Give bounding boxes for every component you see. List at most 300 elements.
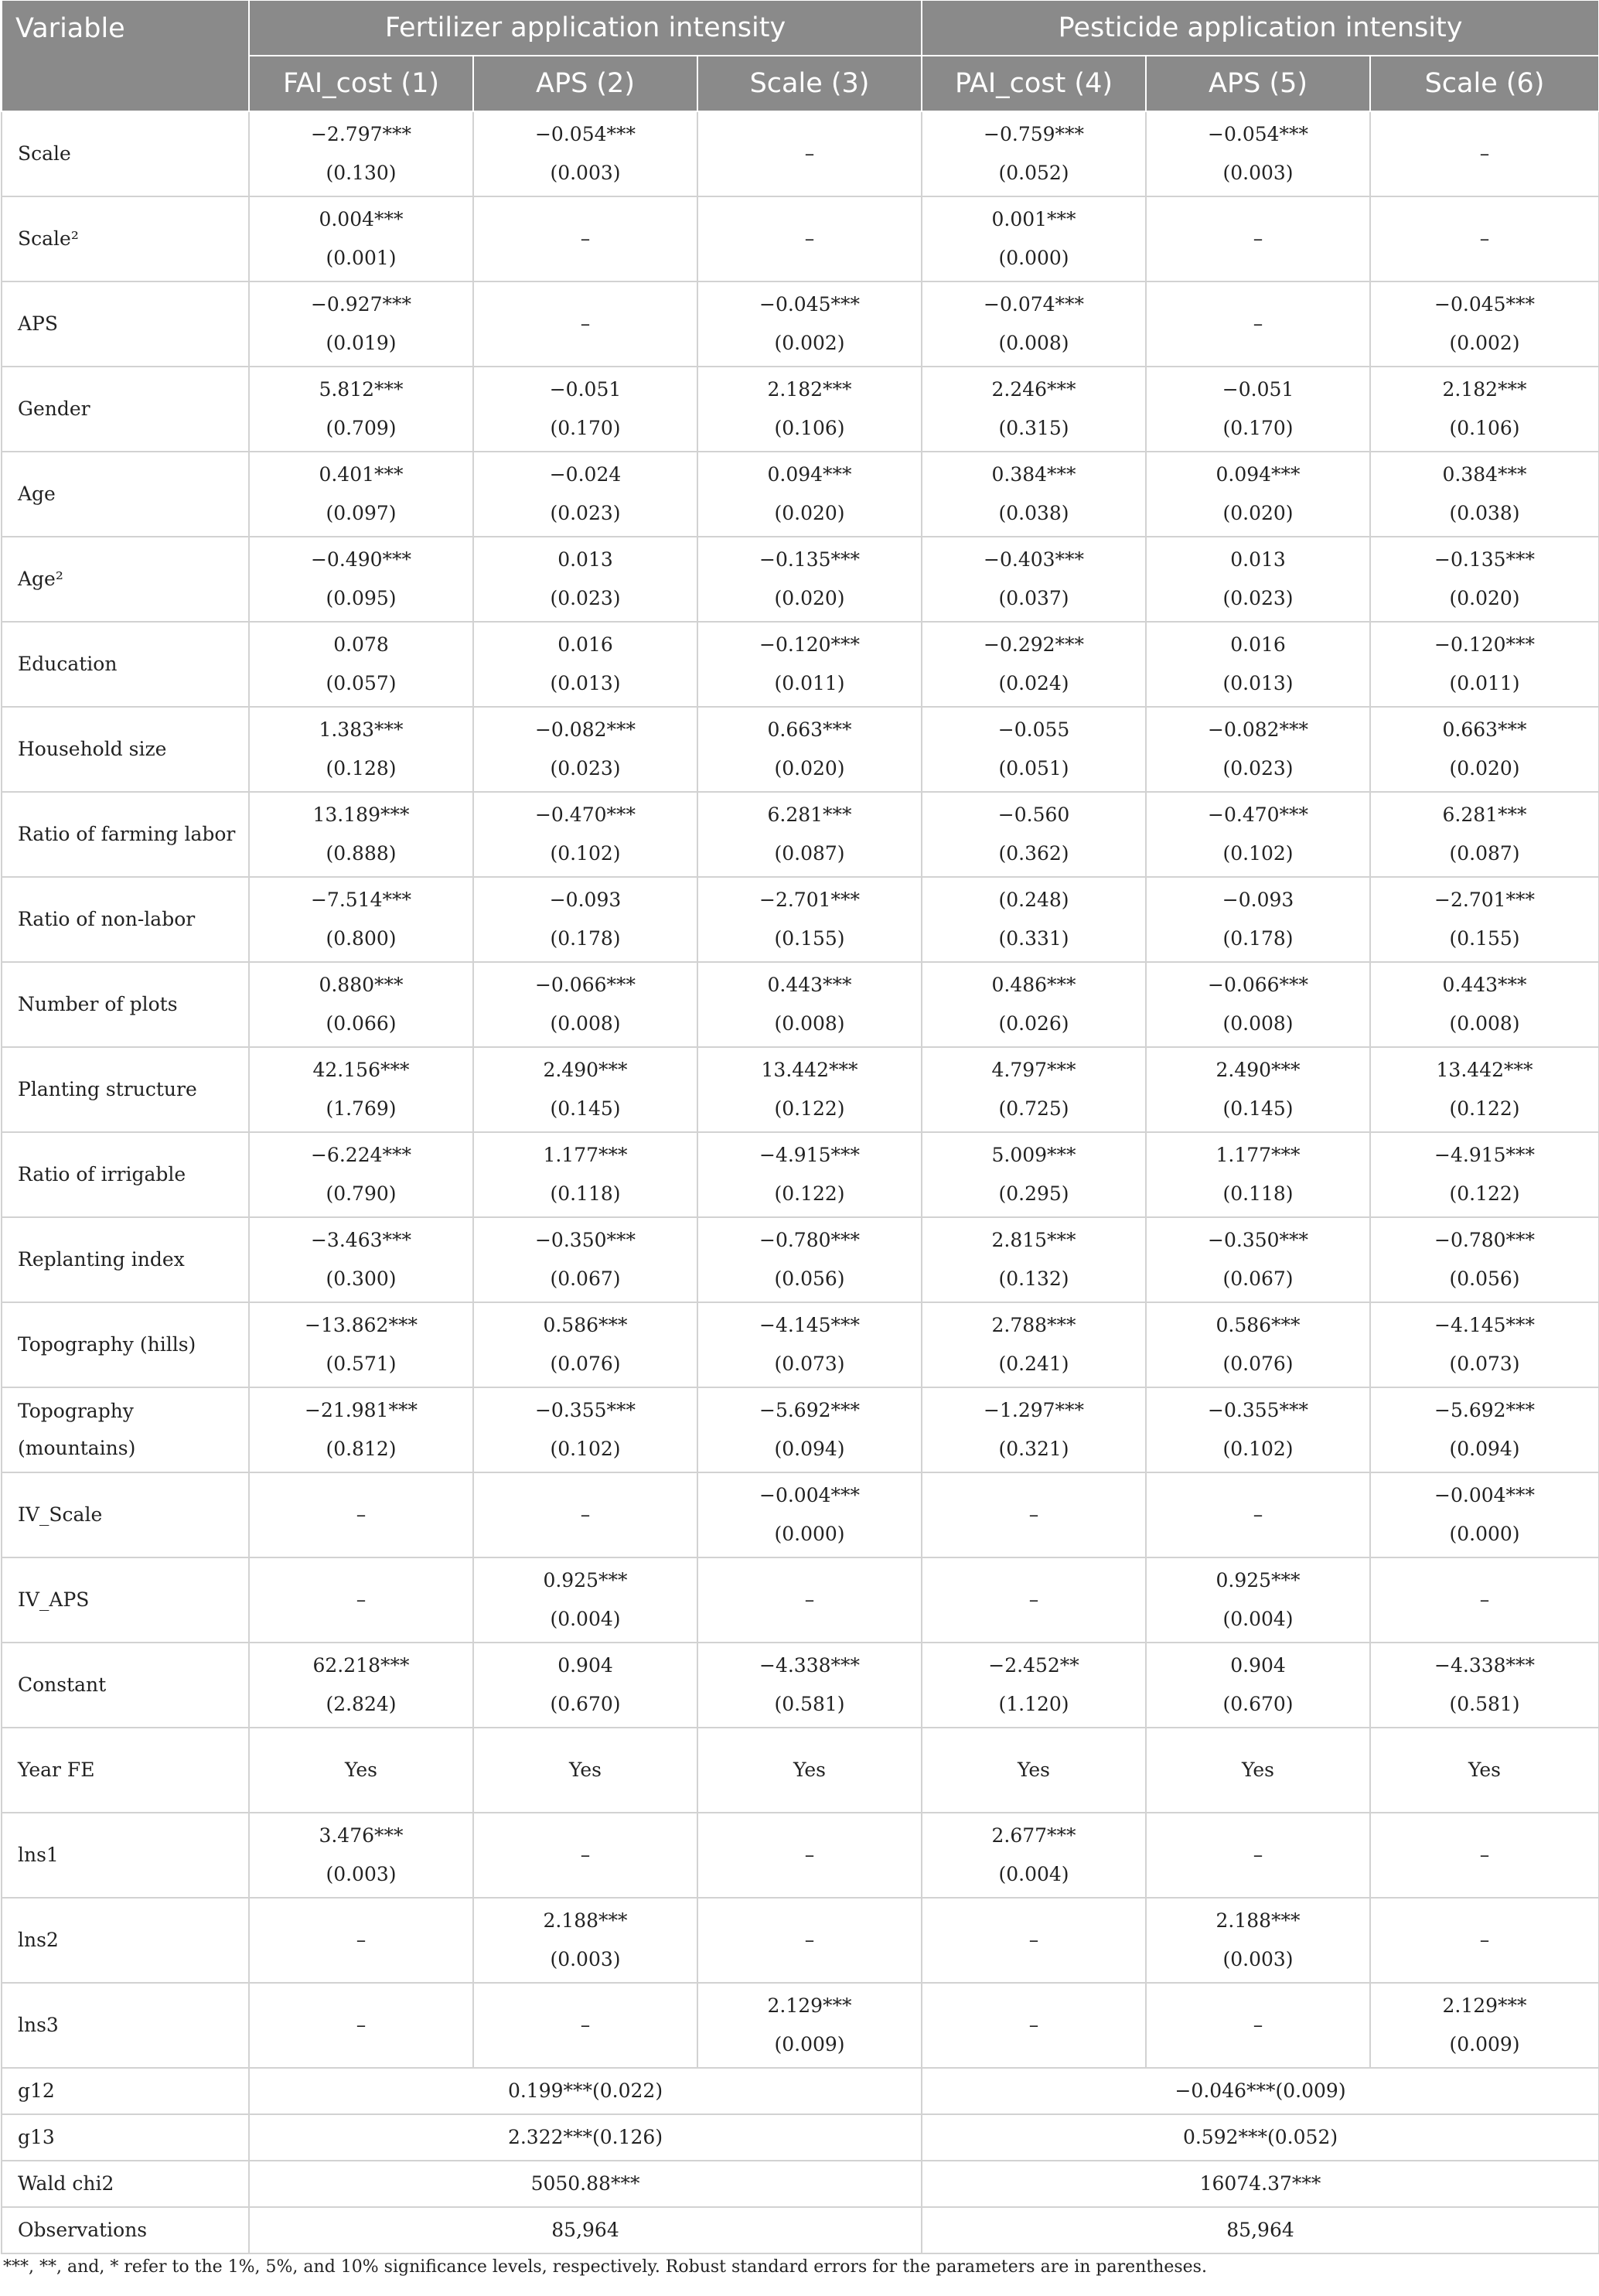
table-cell: [249, 452, 473, 537]
standard-error-value: (0.020): [1222, 502, 1294, 524]
coefficient-value: −2.452**: [988, 1654, 1079, 1677]
standard-error-value: (0.073): [774, 1353, 845, 1375]
coefficient-value: –: [1028, 1503, 1039, 1526]
table-row: [2, 1387, 1599, 1472]
coefficient-value: –: [356, 1588, 367, 1611]
table-cell: [697, 1217, 922, 1302]
row-label: [2, 1898, 249, 1983]
coefficient-value: −4.145***: [1434, 1314, 1536, 1336]
table-cell: [1370, 1813, 1599, 1898]
coefficient-value: −7.514***: [310, 889, 412, 911]
table-cell: [1370, 452, 1599, 537]
row-label-text: Ratio of irrigable: [18, 1163, 186, 1186]
standard-error-value: (0.002): [1449, 332, 1520, 354]
table-cell: [249, 1643, 473, 1728]
standard-error-value: (0.122): [774, 1182, 845, 1205]
coefficient-value: 1.177***: [1215, 1144, 1301, 1166]
coefficient-value: 0.016: [1230, 633, 1286, 656]
coefficient-value: –: [580, 2014, 591, 2036]
coefficient-value: −4.915***: [1434, 1144, 1536, 1166]
coefficient-value: 2.815***: [991, 1229, 1076, 1251]
table-cell: [249, 1557, 473, 1643]
row-label: [2, 1302, 249, 1387]
coefficient-value: –: [1479, 142, 1490, 165]
table-cell: [473, 537, 697, 622]
table-cell: [1370, 1302, 1599, 1387]
coefficient-value: –: [1253, 312, 1263, 335]
standard-error-value: (0.008): [998, 332, 1069, 354]
row-label: [2, 196, 249, 281]
standard-error-value: (0.122): [774, 1097, 845, 1120]
table-cell: [697, 1813, 922, 1898]
table-cell: [1146, 707, 1370, 792]
table-cell: [1370, 1217, 1599, 1302]
coefficient-value: −0.780***: [759, 1229, 861, 1251]
table-cell: [1146, 962, 1370, 1047]
table-cell: [249, 1472, 473, 1557]
table-row: [2, 281, 1599, 367]
standard-error-value: (0.008): [1449, 1012, 1520, 1035]
standard-error-value: (0.118): [550, 1182, 621, 1205]
standard-error-value: (0.102): [550, 842, 621, 865]
standard-error-value: (0.812): [326, 1438, 397, 1460]
row-label-text: Topography (hills): [18, 1333, 196, 1356]
row-label-text: Education: [18, 653, 118, 675]
table-cell: [697, 537, 922, 622]
table-cell: [697, 962, 922, 1047]
coefficient-value: 0.094***: [1215, 463, 1301, 486]
table-cell: [1146, 1983, 1370, 2068]
row-label-text: Age: [18, 483, 56, 505]
coefficient-value: 13.442***: [761, 1059, 858, 1081]
table-cell: [1370, 1728, 1599, 1813]
table-row: [2, 1217, 1599, 1302]
row-label: [2, 962, 249, 1047]
standard-error-value: (0.023): [1222, 587, 1294, 609]
row-label-text: Number of plots: [18, 993, 178, 1015]
coefficient-value: 1.177***: [543, 1144, 628, 1166]
table-cell: [473, 281, 697, 367]
column-header-pai-cost: PAI_cost (4): [922, 56, 1146, 111]
table-cell: [473, 1217, 697, 1302]
standard-error-value: (0.097): [326, 502, 397, 524]
standard-error-value: (0.011): [1449, 672, 1520, 694]
coefficient-value: –: [1253, 1844, 1263, 1866]
table-cell: [922, 367, 1146, 452]
standard-error-value: (0.004): [998, 1863, 1069, 1885]
table-cell: [697, 1387, 922, 1472]
table-cell: [473, 1898, 697, 1983]
table-cell: [922, 196, 1146, 281]
coefficient-value: –: [580, 1503, 591, 1526]
table-row: [2, 1132, 1599, 1217]
table-cell: [249, 537, 473, 622]
table-cell: [697, 111, 922, 196]
standard-error-value: (0.128): [326, 757, 397, 780]
table-row: [2, 1728, 1599, 1813]
standard-error-value: (0.581): [774, 1693, 845, 1715]
row-label: [2, 1217, 249, 1302]
coefficient-value: 5.812***: [319, 378, 404, 401]
table-cell: [249, 1047, 473, 1132]
coefficient-value: −0.024: [549, 463, 622, 486]
standard-error-value: (0.094): [774, 1438, 845, 1460]
standard-error-value: (0.076): [550, 1353, 621, 1375]
table-cell: [697, 1472, 922, 1557]
row-label: [2, 1132, 249, 1217]
row-label: g12: [2, 2068, 249, 2114]
table-cell: [922, 1728, 1146, 1813]
table-cell: [697, 1557, 922, 1643]
row-label-text: lns3: [18, 2014, 59, 2036]
table-cell: [697, 877, 922, 962]
table-cell: [1370, 281, 1599, 367]
coefficient-value: −2.797***: [310, 123, 412, 145]
coefficient-value: 2.677***: [991, 1824, 1076, 1847]
coefficient-value: 0.001***: [991, 208, 1076, 230]
coefficient-value: Yes: [345, 1759, 377, 1781]
coefficient-value: –: [1253, 227, 1263, 250]
coefficient-value: −5.692***: [1434, 1399, 1536, 1421]
coefficient-value: −0.470***: [1208, 803, 1309, 826]
coefficient-value: 6.281***: [767, 803, 852, 826]
table-cell: [473, 1728, 697, 1813]
standard-error-value: (0.020): [1449, 757, 1520, 780]
standard-error-value: (0.023): [550, 502, 621, 524]
standard-error-value: (0.004): [550, 1608, 621, 1630]
standard-error-value: (0.118): [1222, 1182, 1294, 1205]
coefficient-value: 0.586***: [1215, 1314, 1301, 1336]
coefficient-value: 0.925***: [543, 1569, 628, 1592]
coefficient-value: Yes: [569, 1759, 602, 1781]
standard-error-value: (0.023): [1222, 757, 1294, 780]
table-cell: [1370, 1643, 1599, 1728]
row-label: [2, 1047, 249, 1132]
row-label-text: lns1: [18, 1844, 59, 1866]
table-cell: [249, 111, 473, 196]
coefficient-value: −0.135***: [1434, 548, 1536, 571]
coefficient-value: 2.246***: [991, 378, 1076, 401]
table-cell: [249, 1983, 473, 2068]
coefficient-value: −4.338***: [1434, 1654, 1536, 1677]
standard-error-value: (0.362): [998, 842, 1069, 865]
table-cell: [922, 1047, 1146, 1132]
table-row: [2, 962, 1599, 1047]
table-cell: [922, 707, 1146, 792]
table-cell: [1370, 1387, 1599, 1472]
table-cell: [1146, 1728, 1370, 1813]
table-cell: [1370, 877, 1599, 962]
table-cell: [922, 1217, 1146, 1302]
table-cell: [1370, 1047, 1599, 1132]
table-cell: [473, 877, 697, 962]
coefficient-value: 0.904: [557, 1654, 613, 1677]
table-cell: [922, 1813, 1146, 1898]
coefficient-value: −1.297***: [984, 1399, 1085, 1421]
coefficient-value: −0.004***: [759, 1484, 861, 1506]
table-cell: [473, 1132, 697, 1217]
standard-error-value: (0.102): [550, 1438, 621, 1460]
coefficient-value: –: [1253, 2014, 1263, 2036]
standard-error-value: (0.003): [550, 1948, 621, 1970]
coefficient-value: 0.094***: [767, 463, 852, 486]
standard-error-value: (0.003): [1222, 162, 1294, 184]
table-cell: [1370, 792, 1599, 877]
standard-error-value: (0.003): [550, 162, 621, 184]
standard-error-value: (0.038): [998, 502, 1069, 524]
coefficient-value: –: [580, 312, 591, 335]
table-cell: [1370, 1983, 1599, 2068]
standard-error-value: (0.020): [1449, 587, 1520, 609]
pesticide-summary-cell: 16074.37***: [922, 2161, 1599, 2207]
standard-error-value: (0.003): [1222, 1948, 1294, 1970]
table-cell: [249, 1387, 473, 1472]
standard-error-value: (0.888): [326, 842, 397, 865]
table-row: [2, 452, 1599, 537]
standard-error-value: (0.000): [998, 247, 1069, 269]
coefficient-value: −4.338***: [759, 1654, 861, 1677]
row-label-text: Scale²: [18, 227, 79, 250]
table-cell: [473, 1047, 697, 1132]
coefficient-value: (0.248): [998, 889, 1069, 911]
row-label: [2, 1557, 249, 1643]
standard-error-value: (0.155): [1449, 927, 1520, 950]
table-cell: [1146, 1387, 1370, 1472]
standard-error-value: (0.073): [1449, 1353, 1520, 1375]
table-cell: [697, 622, 922, 707]
standard-error-value: (0.051): [998, 757, 1069, 780]
row-label-text: Constant: [18, 1673, 107, 1696]
table-cell: [1146, 1813, 1370, 1898]
coefficient-value: −0.082***: [1208, 718, 1309, 741]
fertilizer-summary-cell: 5050.88***: [249, 2161, 922, 2207]
table-cell: [697, 452, 922, 537]
coefficient-value: 4.797***: [991, 1059, 1076, 1081]
standard-error-value: (0.300): [326, 1267, 397, 1290]
coefficient-value: −0.292***: [984, 633, 1085, 656]
table-cell: [249, 792, 473, 877]
standard-error-value: (0.003): [326, 1863, 397, 1885]
table-cell: [697, 707, 922, 792]
table-cell: [1370, 1132, 1599, 1217]
row-label-text: Household size: [18, 738, 167, 760]
coefficient-value: −0.093: [1222, 889, 1294, 911]
table-cell: [922, 622, 1146, 707]
table-cell: [473, 196, 697, 281]
standard-error-value: (0.008): [1222, 1012, 1294, 1035]
row-label-text: Replanting index: [18, 1248, 185, 1271]
standard-error-value: (0.155): [774, 927, 845, 950]
coefficient-value: 6.281***: [1442, 803, 1527, 826]
coefficient-value: 0.013: [1230, 548, 1286, 571]
coefficient-value: 0.443***: [767, 974, 852, 996]
table-cell: [249, 1132, 473, 1217]
table-cell: [473, 111, 697, 196]
row-label: [2, 111, 249, 196]
coefficient-value: 2.490***: [1215, 1059, 1301, 1081]
standard-error-value: (0.057): [326, 672, 397, 694]
coefficient-value: –: [356, 1503, 367, 1526]
table-cell: [1146, 622, 1370, 707]
coefficient-value: −6.224***: [310, 1144, 412, 1166]
table-cell: [1146, 367, 1370, 452]
table-cell: [473, 792, 697, 877]
table-cell: [922, 1898, 1146, 1983]
row-label: [2, 1643, 249, 1728]
standard-error-value: (0.670): [1222, 1693, 1294, 1715]
coefficient-value: −0.490***: [310, 548, 412, 571]
standard-error-value: (0.000): [1449, 1523, 1520, 1545]
coefficient-value: −21.981***: [305, 1399, 418, 1421]
coefficient-value: −0.054***: [534, 123, 636, 145]
table-cell: [697, 1302, 922, 1387]
coefficient-value: Yes: [1468, 1759, 1502, 1781]
coefficient-value: –: [1479, 1588, 1490, 1611]
table-cell: [249, 196, 473, 281]
standard-error-value: (0.013): [1222, 672, 1294, 694]
table-cell: [697, 1643, 922, 1728]
standard-error-value: (0.800): [326, 927, 397, 950]
standard-error-value: (0.038): [1449, 502, 1520, 524]
coefficient-value: 2.788***: [991, 1314, 1076, 1336]
coefficient-value: 13.189***: [312, 803, 410, 826]
regression-table: [1, 1, 1599, 2254]
coefficient-value: –: [580, 227, 591, 250]
coefficient-value: −0.560: [997, 803, 1070, 826]
fertilizer-summary-cell: 2.322***(0.126): [249, 2114, 922, 2161]
fertilizer-summary-cell: 0.199***(0.022): [249, 2068, 922, 2114]
coefficient-value: −0.927***: [310, 293, 412, 316]
table-cell: [922, 792, 1146, 877]
table-cell: [249, 877, 473, 962]
standard-error-value: (0.023): [550, 757, 621, 780]
coefficient-value: −0.066***: [1208, 974, 1309, 996]
row-label: [2, 1728, 249, 1813]
standard-error-value: (1.120): [998, 1693, 1069, 1715]
coefficient-value: –: [1028, 1588, 1039, 1611]
table-cell: [922, 281, 1146, 367]
summary-row: [2, 2207, 1599, 2253]
table-cell: [1146, 111, 1370, 196]
table-cell: [697, 1047, 922, 1132]
table-cell: [922, 111, 1146, 196]
table-cell: [1146, 281, 1370, 367]
table-cell: [1370, 1472, 1599, 1557]
standard-error-value: (0.178): [1222, 927, 1294, 950]
coefficient-value: 0.880***: [319, 974, 404, 996]
table-cell: [473, 707, 697, 792]
coefficient-value: −0.074***: [984, 293, 1085, 316]
row-label-text: Planting structure: [18, 1078, 197, 1100]
coefficient-value: 2.182***: [767, 378, 852, 401]
table-cell: [249, 367, 473, 452]
coefficient-value: −0.470***: [534, 803, 636, 826]
table-cell: [1370, 1557, 1599, 1643]
coefficient-value: −0.051: [1222, 378, 1294, 401]
table-cell: [922, 1472, 1146, 1557]
table-cell: [1146, 792, 1370, 877]
standard-error-value: (0.790): [326, 1182, 397, 1205]
standard-error-value: (0.571): [326, 1353, 397, 1375]
coefficient-value: −5.692***: [759, 1399, 861, 1421]
summary-row: [2, 2161, 1599, 2207]
table-cell: [1146, 452, 1370, 537]
coefficient-value: –: [1028, 2014, 1039, 2036]
standard-error-value: (0.241): [998, 1353, 1069, 1375]
pesticide-summary-cell: 85,964: [922, 2207, 1599, 2253]
standard-error-value: (0.066): [326, 1012, 397, 1035]
coefficient-value: 0.013: [557, 548, 613, 571]
standard-error-value: (0.145): [550, 1097, 621, 1120]
row-label: [2, 622, 249, 707]
column-header-fai-cost: FAI_cost (1): [249, 56, 473, 111]
coefficient-value: 3.476***: [319, 1824, 404, 1847]
coefficient-value: −0.350***: [1208, 1229, 1309, 1251]
standard-error-value: (0.011): [774, 672, 845, 694]
coefficient-value: −0.093: [549, 889, 622, 911]
coefficient-value: −0.045***: [1434, 293, 1536, 316]
standard-error-value: (0.122): [1449, 1182, 1520, 1205]
column-header-scale-3: Scale (3): [697, 56, 922, 111]
row-label: [2, 1387, 249, 1472]
table-cell: [1146, 1643, 1370, 1728]
coefficient-value: −4.915***: [759, 1144, 861, 1166]
table-cell: [473, 1643, 697, 1728]
row-label: [2, 452, 249, 537]
coefficient-value: –: [804, 227, 815, 250]
variable-header: Variable: [2, 1, 249, 111]
table-cell: [249, 1217, 473, 1302]
standard-error-value: (0.102): [1222, 1438, 1294, 1460]
table-cell: [1370, 707, 1599, 792]
coefficient-value: −0.403***: [984, 548, 1085, 571]
table-cell: [922, 1302, 1146, 1387]
table-cell: [1146, 1898, 1370, 1983]
row-label: [2, 707, 249, 792]
standard-error-value: (0.725): [998, 1097, 1069, 1120]
coefficient-value: 2.188***: [1215, 1909, 1301, 1932]
table-row: [2, 1472, 1599, 1557]
coefficient-value: 5.009***: [991, 1144, 1076, 1166]
standard-error-value: (0.102): [1222, 842, 1294, 865]
table-cell: [697, 1132, 922, 1217]
coefficient-value: −0.759***: [984, 123, 1085, 145]
table-cell: [1146, 1472, 1370, 1557]
row-label: [2, 281, 249, 367]
table-cell: [1146, 1557, 1370, 1643]
coefficient-value: 0.586***: [543, 1314, 628, 1336]
coefficient-value: 0.925***: [1215, 1569, 1301, 1592]
standard-error-value: (0.020): [774, 502, 845, 524]
coefficient-value: 0.486***: [991, 974, 1076, 996]
standard-error-value: (0.037): [998, 587, 1069, 609]
table-cell: [1146, 1132, 1370, 1217]
coefficient-value: −0.055: [997, 718, 1070, 741]
table-cell: [249, 707, 473, 792]
table-cell: [1370, 537, 1599, 622]
coefficient-value: 0.443***: [1442, 974, 1527, 996]
table-cell: [473, 1302, 697, 1387]
table-cell: [922, 1557, 1146, 1643]
standard-error-value: (0.013): [550, 672, 621, 694]
table-cell: [1370, 367, 1599, 452]
table-row: [2, 877, 1599, 962]
table-row: [2, 1047, 1599, 1132]
standard-error-value: (0.087): [774, 842, 845, 865]
table-cell: [697, 1983, 922, 2068]
standard-error-value: (0.026): [998, 1012, 1069, 1035]
coefficient-value: −0.780***: [1434, 1229, 1536, 1251]
